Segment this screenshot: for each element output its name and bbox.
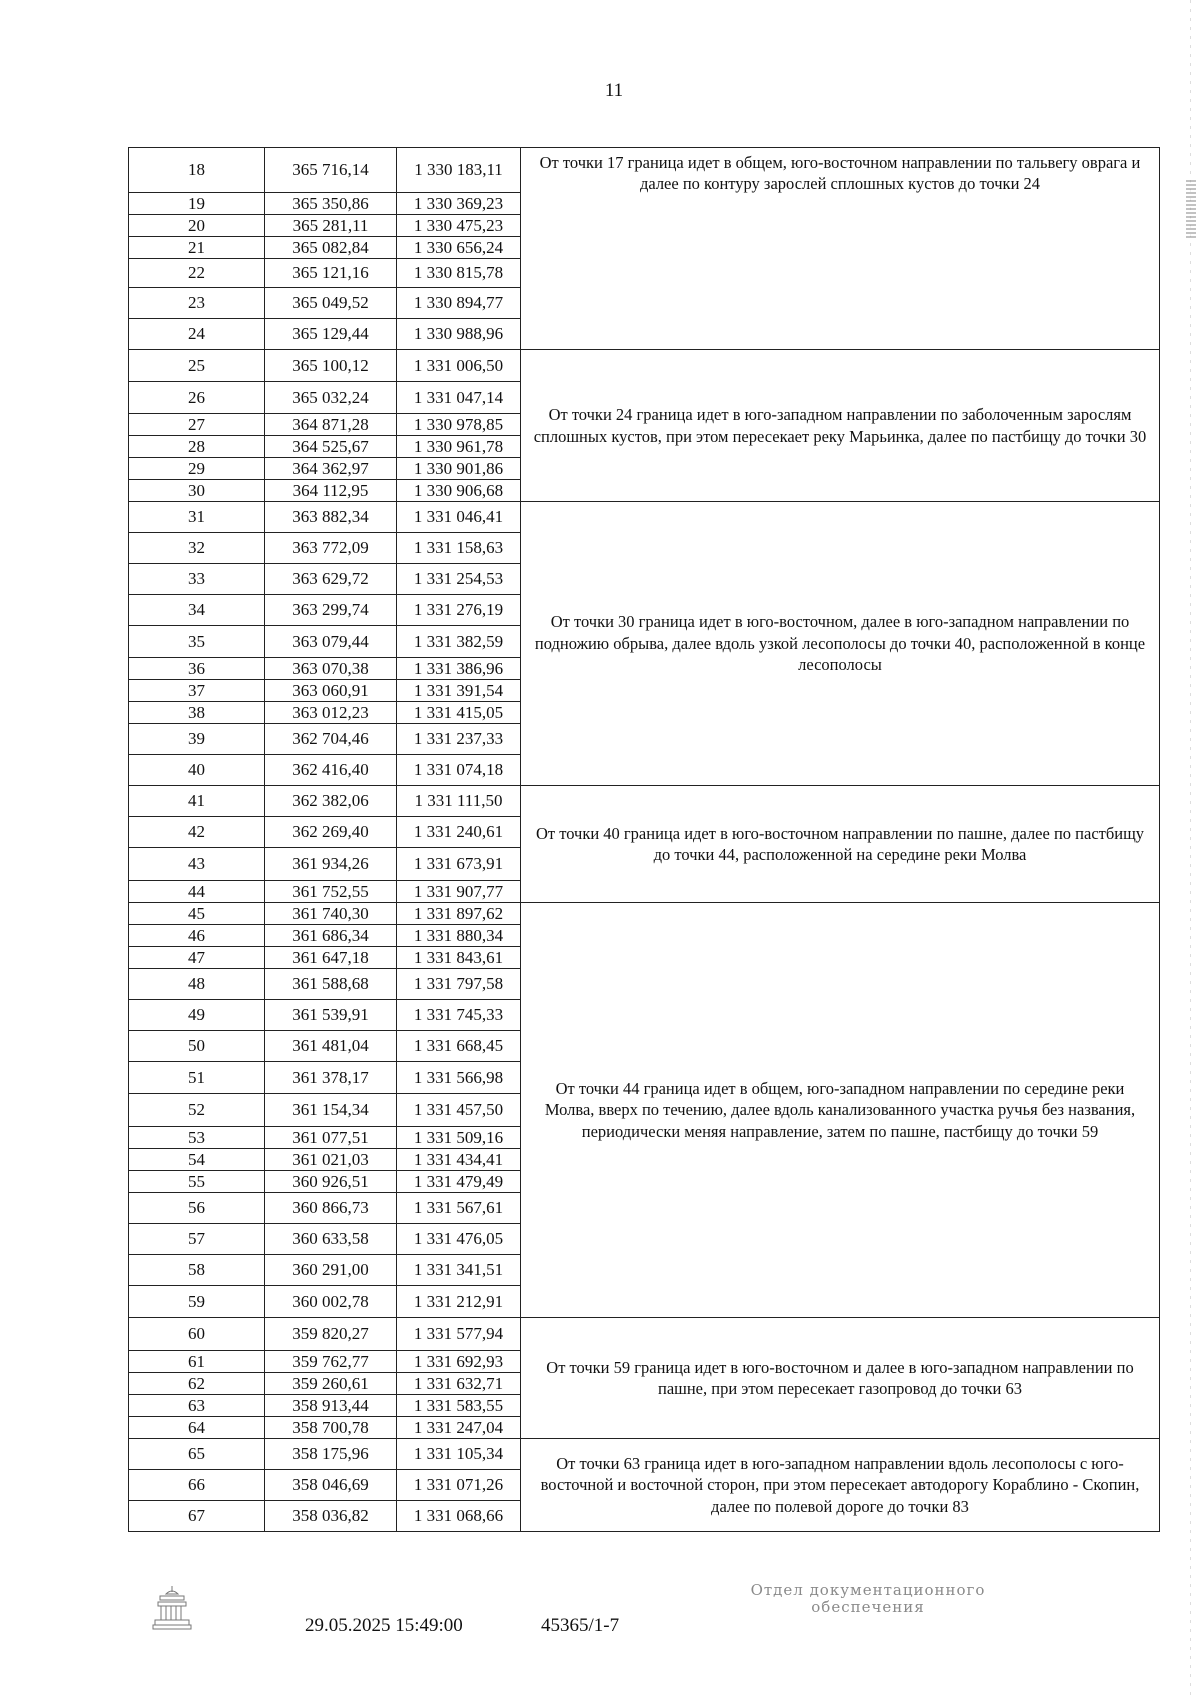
x-coordinate-cell: 365 716,14	[265, 148, 397, 193]
x-coordinate-cell: 365 082,84	[265, 237, 397, 259]
x-coordinate-cell: 361 686,34	[265, 925, 397, 947]
point-number-cell: 46	[129, 925, 265, 947]
x-coordinate-cell: 359 260,61	[265, 1373, 397, 1395]
scan-barcode-mark	[1186, 180, 1196, 240]
point-number-cell: 45	[129, 903, 265, 925]
y-coordinate-cell: 1 331 567,61	[397, 1193, 521, 1224]
y-coordinate-cell: 1 331 479,49	[397, 1171, 521, 1193]
table-row	[129, 903, 1160, 925]
x-coordinate-cell: 363 012,23	[265, 702, 397, 724]
x-coordinate-cell: 358 036,82	[265, 1501, 397, 1532]
point-number-cell: 65	[129, 1439, 265, 1470]
x-coordinate-cell: 364 525,67	[265, 436, 397, 458]
page-number: 11	[604, 80, 624, 101]
y-coordinate-cell: 1 330 815,78	[397, 259, 521, 288]
point-number-cell: 31	[129, 502, 265, 533]
y-coordinate-cell: 1 331 105,34	[397, 1439, 521, 1470]
table-row	[129, 502, 1160, 533]
point-number-cell: 57	[129, 1224, 265, 1255]
point-number-cell: 19	[129, 193, 265, 215]
x-coordinate-cell: 362 382,06	[265, 786, 397, 817]
y-coordinate-cell: 1 331 068,66	[397, 1501, 521, 1532]
x-coordinate-cell: 365 281,11	[265, 215, 397, 237]
stamp-line-2: обеспечения	[811, 1598, 925, 1617]
point-number-cell: 60	[129, 1318, 265, 1351]
emblem-logo	[150, 1584, 194, 1637]
x-coordinate-cell: 365 100,12	[265, 350, 397, 382]
x-coordinate-cell: 363 299,74	[265, 595, 397, 626]
y-coordinate-cell: 1 331 237,33	[397, 724, 521, 755]
x-coordinate-cell: 358 700,78	[265, 1417, 397, 1439]
y-coordinate-cell: 1 331 212,91	[397, 1286, 521, 1318]
y-coordinate-cell: 1 331 382,59	[397, 626, 521, 658]
point-number-cell: 48	[129, 969, 265, 1000]
point-number-cell: 33	[129, 564, 265, 595]
y-coordinate-cell: 1 331 240,61	[397, 817, 521, 848]
point-number-cell: 37	[129, 680, 265, 702]
point-number-cell: 38	[129, 702, 265, 724]
y-coordinate-cell: 1 331 745,33	[397, 1000, 521, 1031]
point-number-cell: 50	[129, 1031, 265, 1062]
x-coordinate-cell: 360 633,58	[265, 1224, 397, 1255]
x-coordinate-cell: 361 934,26	[265, 848, 397, 881]
x-coordinate-cell: 363 060,91	[265, 680, 397, 702]
y-coordinate-cell: 1 331 843,61	[397, 947, 521, 969]
y-coordinate-cell: 1 331 047,14	[397, 382, 521, 414]
x-coordinate-cell: 361 539,91	[265, 1000, 397, 1031]
y-coordinate-cell: 1 331 111,50	[397, 786, 521, 817]
boundary-description-cell: От точки 59 граница идет в юго-восточном и далее в юго-западном направлении по пашне, при этом пересекает газопровод до точки 63	[521, 1318, 1160, 1439]
point-number-cell: 39	[129, 724, 265, 755]
point-number-cell: 36	[129, 658, 265, 680]
x-coordinate-cell: 358 046,69	[265, 1470, 397, 1501]
x-coordinate-cell: 361 481,04	[265, 1031, 397, 1062]
point-number-cell: 49	[129, 1000, 265, 1031]
x-coordinate-cell: 359 762,77	[265, 1351, 397, 1373]
y-coordinate-cell: 1 330 978,85	[397, 414, 521, 436]
y-coordinate-cell: 1 331 880,34	[397, 925, 521, 947]
x-coordinate-cell: 361 752,55	[265, 881, 397, 903]
point-number-cell: 56	[129, 1193, 265, 1224]
x-coordinate-cell: 361 154,34	[265, 1094, 397, 1127]
y-coordinate-cell: 1 330 656,24	[397, 237, 521, 259]
x-coordinate-cell: 360 291,00	[265, 1255, 397, 1286]
point-number-cell: 52	[129, 1094, 265, 1127]
point-number-cell: 24	[129, 319, 265, 350]
x-coordinate-cell: 361 588,68	[265, 969, 397, 1000]
point-number-cell: 59	[129, 1286, 265, 1318]
y-coordinate-cell: 1 331 046,41	[397, 502, 521, 533]
point-number-cell: 47	[129, 947, 265, 969]
point-number-cell: 64	[129, 1417, 265, 1439]
y-coordinate-cell: 1 331 907,77	[397, 881, 521, 903]
x-coordinate-cell: 360 926,51	[265, 1171, 397, 1193]
y-coordinate-cell: 1 331 276,19	[397, 595, 521, 626]
table-row	[129, 1439, 1160, 1470]
point-number-cell: 32	[129, 533, 265, 564]
point-number-cell: 63	[129, 1395, 265, 1417]
y-coordinate-cell: 1 330 988,96	[397, 319, 521, 350]
table-row	[129, 1318, 1160, 1351]
x-coordinate-cell: 362 416,40	[265, 755, 397, 786]
y-coordinate-cell: 1 330 901,86	[397, 458, 521, 480]
y-coordinate-cell: 1 331 457,50	[397, 1094, 521, 1127]
point-number-cell: 44	[129, 881, 265, 903]
y-coordinate-cell: 1 330 906,68	[397, 480, 521, 502]
x-coordinate-cell: 358 913,44	[265, 1395, 397, 1417]
y-coordinate-cell: 1 331 386,96	[397, 658, 521, 680]
point-number-cell: 18	[129, 148, 265, 193]
footer-doc-number: 45365/1-7	[541, 1615, 620, 1636]
x-coordinate-cell: 362 704,46	[265, 724, 397, 755]
department-stamp	[718, 1582, 1018, 1617]
point-number-cell: 42	[129, 817, 265, 848]
table-row	[129, 786, 1160, 817]
point-number-cell: 25	[129, 350, 265, 382]
point-number-cell: 28	[129, 436, 265, 458]
x-coordinate-cell: 365 129,44	[265, 319, 397, 350]
x-coordinate-cell: 365 049,52	[265, 288, 397, 319]
x-coordinate-cell: 364 871,28	[265, 414, 397, 436]
stamp-line-1: Отдел документационного	[750, 1581, 986, 1599]
boundary-description-cell: От точки 40 граница идет в юго-восточном направлении по пашне, далее по пастбищу до точки 44, расположенной на середине реки Молва	[521, 786, 1160, 903]
y-coordinate-cell: 1 331 415,05	[397, 702, 521, 724]
point-number-cell: 67	[129, 1501, 265, 1532]
x-coordinate-cell: 363 629,72	[265, 564, 397, 595]
y-coordinate-cell: 1 331 668,45	[397, 1031, 521, 1062]
point-number-cell: 58	[129, 1255, 265, 1286]
point-number-cell: 29	[129, 458, 265, 480]
x-coordinate-cell: 361 021,03	[265, 1149, 397, 1171]
point-number-cell: 40	[129, 755, 265, 786]
y-coordinate-cell: 1 331 509,16	[397, 1127, 521, 1149]
x-coordinate-cell: 364 112,95	[265, 480, 397, 502]
boundary-description-cell: От точки 24 граница идет в юго-западном направлении по заболоченным зарослям сплошных кустов, при этом пересекает реку Марьинка, далее по пастбищу до точки 30	[521, 350, 1160, 502]
table-row	[129, 148, 1160, 193]
y-coordinate-cell: 1 331 577,94	[397, 1318, 521, 1351]
y-coordinate-cell: 1 331 341,51	[397, 1255, 521, 1286]
footer-datetime: 29.05.2025 15:49:00	[305, 1615, 463, 1636]
point-number-cell: 54	[129, 1149, 265, 1171]
y-coordinate-cell: 1 331 566,98	[397, 1062, 521, 1094]
point-number-cell: 21	[129, 237, 265, 259]
y-coordinate-cell: 1 331 583,55	[397, 1395, 521, 1417]
x-coordinate-cell: 361 378,17	[265, 1062, 397, 1094]
x-coordinate-cell: 361 647,18	[265, 947, 397, 969]
y-coordinate-cell: 1 331 247,04	[397, 1417, 521, 1439]
point-number-cell: 35	[129, 626, 265, 658]
x-coordinate-cell: 359 820,27	[265, 1318, 397, 1351]
point-number-cell: 66	[129, 1470, 265, 1501]
boundary-description-cell: От точки 44 граница идет в общем, юго-западном направлении по середине реки Молва, вверх по течению, далее вдоль канализованного участка ручья без названия, периодически меняя направление, затем по пашне, пастбищу до точки 59	[521, 903, 1160, 1318]
x-coordinate-cell: 361 077,51	[265, 1127, 397, 1149]
y-coordinate-cell: 1 331 071,26	[397, 1470, 521, 1501]
x-coordinate-cell: 360 866,73	[265, 1193, 397, 1224]
boundary-description-cell: От точки 30 граница идет в юго-восточном, далее в юго-западном направлении по подножию обрыва, далее вдоль узкой лесополосы до точки 40, расположенной в конце лесополосы	[521, 502, 1160, 786]
y-coordinate-cell: 1 331 692,93	[397, 1351, 521, 1373]
y-coordinate-cell: 1 330 894,77	[397, 288, 521, 319]
y-coordinate-cell: 1 330 183,11	[397, 148, 521, 193]
y-coordinate-cell: 1 331 391,54	[397, 680, 521, 702]
x-coordinate-cell: 365 350,86	[265, 193, 397, 215]
point-number-cell: 30	[129, 480, 265, 502]
y-coordinate-cell: 1 331 006,50	[397, 350, 521, 382]
point-number-cell: 55	[129, 1171, 265, 1193]
point-number-cell: 34	[129, 595, 265, 626]
y-coordinate-cell: 1 331 254,53	[397, 564, 521, 595]
y-coordinate-cell: 1 330 961,78	[397, 436, 521, 458]
point-number-cell: 22	[129, 259, 265, 288]
scan-edge-artifact	[1190, 0, 1191, 1695]
point-number-cell: 43	[129, 848, 265, 881]
x-coordinate-cell: 363 882,34	[265, 502, 397, 533]
y-coordinate-cell: 1 331 897,62	[397, 903, 521, 925]
x-coordinate-cell: 364 362,97	[265, 458, 397, 480]
point-number-cell: 20	[129, 215, 265, 237]
x-coordinate-cell: 365 032,24	[265, 382, 397, 414]
y-coordinate-cell: 1 331 673,91	[397, 848, 521, 881]
y-coordinate-cell: 1 330 369,23	[397, 193, 521, 215]
boundary-coordinates-table	[128, 147, 1160, 1532]
point-number-cell: 26	[129, 382, 265, 414]
y-coordinate-cell: 1 331 074,18	[397, 755, 521, 786]
x-coordinate-cell: 365 121,16	[265, 259, 397, 288]
point-number-cell: 53	[129, 1127, 265, 1149]
y-coordinate-cell: 1 330 475,23	[397, 215, 521, 237]
boundary-description-cell: От точки 63 граница идет в юго-западном направлении вдоль лесополосы с юго-восточной и восточной сторон, при этом пересекает автодорогу Кораблино - Скопин, далее по полевой дороге до точки 83	[521, 1439, 1160, 1532]
point-number-cell: 62	[129, 1373, 265, 1395]
point-number-cell: 27	[129, 414, 265, 436]
y-coordinate-cell: 1 331 158,63	[397, 533, 521, 564]
y-coordinate-cell: 1 331 476,05	[397, 1224, 521, 1255]
y-coordinate-cell: 1 331 632,71	[397, 1373, 521, 1395]
point-number-cell: 51	[129, 1062, 265, 1094]
boundary-description-cell: От точки 17 граница идет в общем, юго-восточном направлении по тальвегу оврага и далее по контуру зарослей сплошных кустов до точки 24	[521, 148, 1160, 350]
x-coordinate-cell: 361 740,30	[265, 903, 397, 925]
point-number-cell: 41	[129, 786, 265, 817]
point-number-cell: 23	[129, 288, 265, 319]
x-coordinate-cell: 362 269,40	[265, 817, 397, 848]
point-number-cell: 61	[129, 1351, 265, 1373]
x-coordinate-cell: 363 079,44	[265, 626, 397, 658]
x-coordinate-cell: 360 002,78	[265, 1286, 397, 1318]
table-row	[129, 350, 1160, 382]
y-coordinate-cell: 1 331 797,58	[397, 969, 521, 1000]
x-coordinate-cell: 363 070,38	[265, 658, 397, 680]
y-coordinate-cell: 1 331 434,41	[397, 1149, 521, 1171]
x-coordinate-cell: 358 175,96	[265, 1439, 397, 1470]
x-coordinate-cell: 363 772,09	[265, 533, 397, 564]
